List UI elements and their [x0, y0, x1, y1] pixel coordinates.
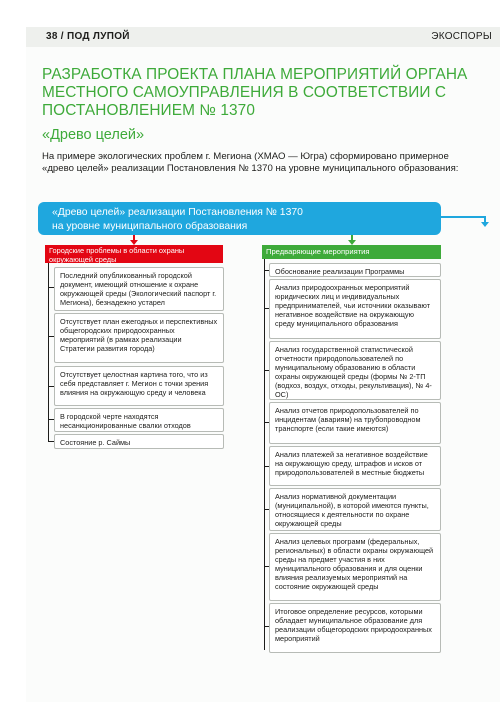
problems-spine [48, 263, 49, 441]
article-title: РАЗРАБОТКА ПРОЕКТА ПЛАНА МЕРОПРИЯТИЙ ОРГАНА МЕСТНОГО САМОУПРАВЛЕНИЯ В СООТВЕТСТВИИ С ПОСТАНОВЛЕНИЕМ № 1370 [42, 66, 468, 119]
measure-item: Анализ целевых программ (федеральных, региональных) в области охраны окружающей среды на предмет участия в них муниципального образования и для оценки влияния реализуемых мероприятий на состояние окружающей среды [269, 533, 441, 601]
measures-column-header: Предваряющие мероприятия [262, 245, 441, 259]
page-header [26, 27, 500, 47]
measure-item: Обоснование реализации Программы [269, 263, 441, 277]
problem-item: Отсутствует целостная картина того, что из себя представляет г. Мегион с точки зрения влияния на окружающую среду и человека [54, 366, 224, 406]
article-subtitle: «Древо целей» [42, 127, 145, 143]
measure-item: Анализ отчетов природопользователей по инцидентам (авариям) на трубопроводном транспорте (если такие имеются) [269, 402, 441, 444]
banner-connector-arrow [481, 222, 489, 227]
measures-spine [264, 259, 265, 650]
problem-item: В городской черте находятся несанкционированные свалки отходов [54, 408, 224, 432]
measure-item: Итоговое определение ресурсов, которыми обладает муниципальное образование для реализации общегородских природоохранных мероприятий [269, 603, 441, 653]
page-number-section: 38 / ПОД ЛУПОЙ [46, 31, 130, 42]
problems-column-header: Городские проблемы в области охраны окружающей среды [45, 245, 223, 263]
measure-item: Анализ платежей за негативное воздействие на окружающую среду, штрафов и исков от природопользователей в местные бюджеты [269, 446, 441, 486]
problem-item: Последний опубликованный городской документ, имеющий отношение к охране окружающей среды (Экологический паспорт г. Мегиона), безнадежно устарел [54, 267, 224, 311]
banner-connector-right [441, 216, 485, 218]
magazine-name: ЭКОСПОРЫ [431, 31, 492, 42]
tree-of-goals-banner [38, 202, 441, 235]
problem-item: Отсутствует план ежегодных и перспективных общегородских природоохранных мероприятий (в рамках реализации Стратегии развития города) [54, 313, 224, 363]
banner-title-line2: на уровне муниципального образования [52, 221, 248, 232]
banner-title-line1: «Древо целей» реализации Постановления № 1370 [52, 207, 303, 218]
measure-item: Анализ государственной статистической отчетности природопользователей по муниципальному образованию в области охраны окружающей среды (формы № 2-ТП (водхоз, воздух, отходы, рекультивация), № 4-ОС) [269, 341, 441, 400]
measure-item: Анализ природоохранных мероприятий юридических лиц и индивидуальных предпринимателей, чьи источники оказывают негативное воздействие на окружающую среду муниципального образования [269, 279, 441, 339]
intro-paragraph: На примере экологических проблем г. Мегиона (ХМАО — Югра) сформировано примерное «древо целей» реализации Постановления № 1370 на уровне муниципального образования: [42, 151, 459, 175]
problem-item: Состояние р. Саймы [54, 434, 224, 449]
measure-item: Анализ нормативной документации (муниципальной), в которой имеются пункты, относящиеся к деятельности по охране окружающей среды [269, 488, 441, 531]
